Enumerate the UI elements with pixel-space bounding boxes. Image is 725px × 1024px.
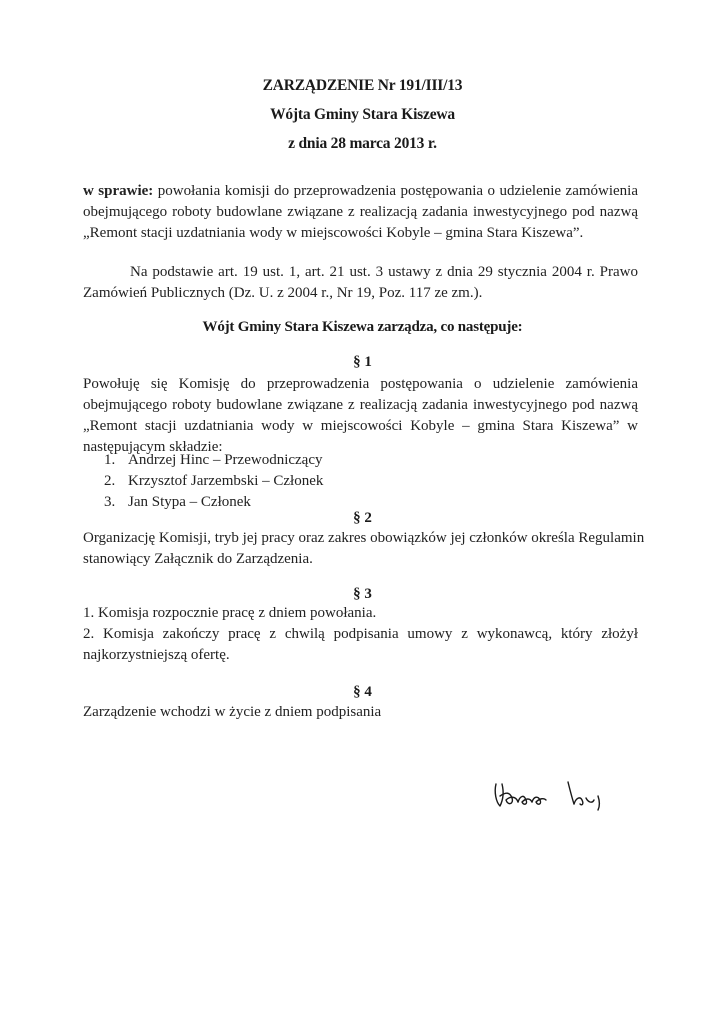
section-3-line-2: 2. Komisja zakończy pracę z chwilą podpisania umowy z wykonawcą, który złożył [83,626,638,642]
subject-line-2: obejmującego roboty budowlane związane z realizacją zadania inwestycyjnego pod nazwą [83,204,638,220]
section-1-line-4: następującym składzie: [83,439,223,455]
section-4-mark: § 4 [353,684,372,700]
document-title: ZARZĄDZENIE Nr 191/III/13 [262,77,463,94]
section-3-line-3: najkorzystniejszą ofertę. [83,647,230,663]
legal-basis-line-2: Zamówień Publicznych (Dz. U. z 2004 r., Nr 19, Poz. 117 ze zm.). [83,285,483,301]
handwritten-signature [490,770,630,820]
document-issuer: Wójta Gminy Stara Kiszewa [270,106,455,123]
section-1-line-3: „Remont stacji uzdatniania wody w miejscowości Kobyle – gmina Stara Kiszewa” w [83,418,638,434]
subject-label: w sprawie: [83,183,154,199]
section-1-line-1: Powołuję się Komisję do przeprowadzenia postępowania o udzielenie zamówienia [83,376,638,392]
section-3-line-1: 1. Komisja rozpocznie pracę z dniem powołania. [83,605,377,621]
section-2-mark: § 2 [353,510,372,526]
section-2-line-2: stanowiący Załącznik do Zarządzenia. [83,551,313,567]
section-4-line-1: Zarządzenie wchodzi w życie z dniem podpisania [83,704,382,720]
section-1-paragraph [83,374,638,458]
section-1-line-2: obejmującego roboty budowlane związane z realizacją zadania inwestycyjnego pod nazwą [83,397,638,413]
subject-line-1: powołania komisji do przeprowadzenia postępowania o udzielenie zamówienia [157,183,639,199]
subject-paragraph [83,181,638,244]
document-date: z dnia 28 marca 2013 r. [288,135,437,152]
members-list [104,450,323,513]
list-item: 1. Andrzej Hinc – Przewodniczący [104,452,323,468]
legal-basis-line-1: Na podstawie art. 19 ust. 1, art. 21 ust. 3 ustawy z dnia 29 stycznia 2004 r. Prawo [130,264,638,280]
section-2-paragraph [83,528,645,570]
legal-basis-paragraph [83,262,638,304]
list-item: 2. Krzysztof Jarzembski – Członek [104,473,324,489]
section-2-line-1: Organizację Komisji, tryb jej pracy oraz zakres obowiązków jej członków określa Regulamin [83,530,645,546]
list-item: 3. Jan Stypa – Członek [104,494,251,510]
subject-line-3: „Remont stacji uzdatniania wody w miejscowości Kobyle – gmina Stara Kiszewa”. [83,225,584,241]
section-3-paragraph [83,603,638,666]
decree-intro: Wójt Gminy Stara Kiszewa zarządza, co następuje: [202,319,523,335]
section-3-mark: § 3 [353,586,372,602]
section-1-mark: § 1 [353,354,372,370]
section-4-paragraph [83,702,638,723]
